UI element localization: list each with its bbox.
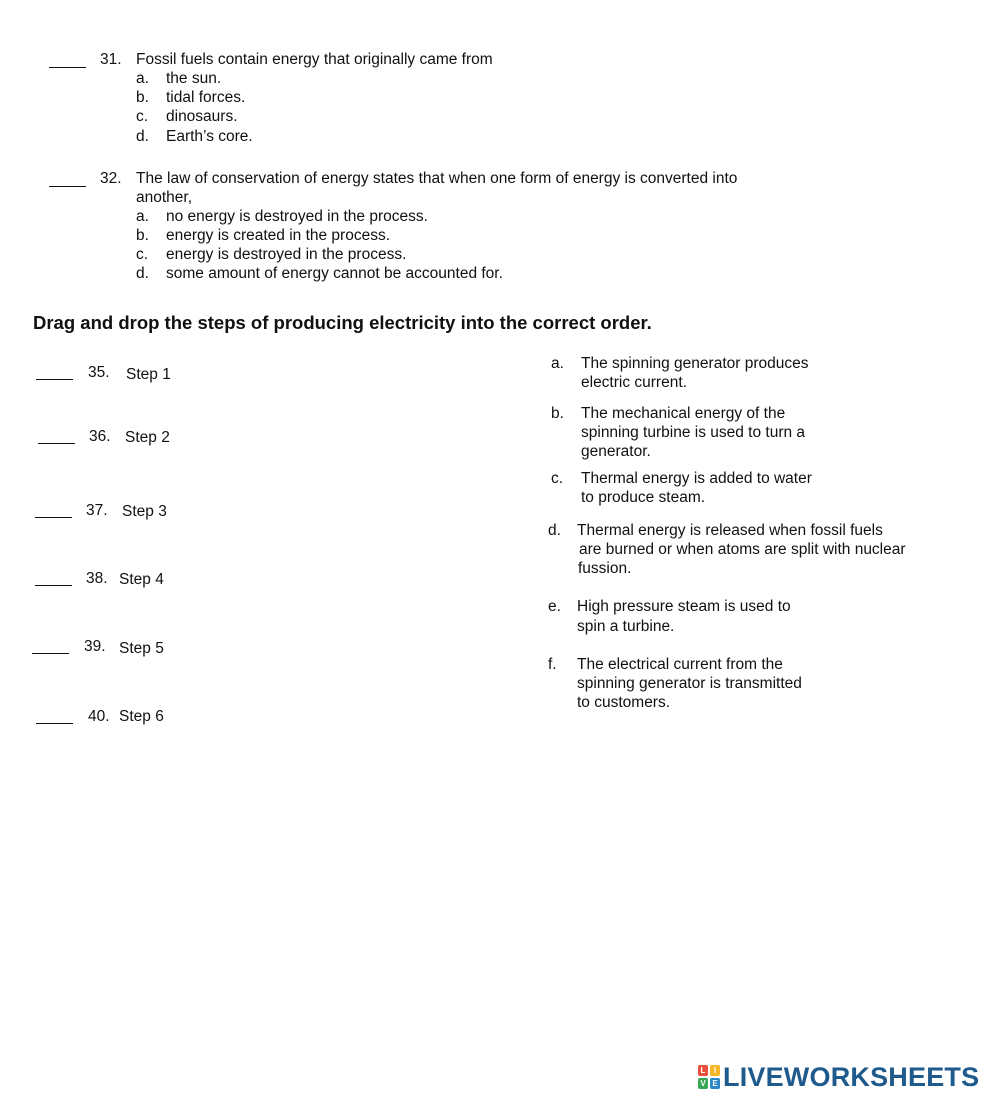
step-label: Step 2 (125, 429, 170, 446)
option-letter: b. (136, 227, 149, 244)
question-stem: Fossil fuels contain energy that originally came from (136, 51, 493, 68)
option-text: energy is destroyed in the process. (166, 246, 407, 263)
step-number: 37. (86, 502, 108, 519)
step-number: 39. (84, 638, 106, 655)
choice-letter: e. (548, 598, 561, 615)
step-label: Step 1 (126, 366, 171, 383)
choice-text: spinning turbine is used to turn a (581, 424, 806, 441)
choice-text: High pressure steam is used to (577, 598, 791, 615)
logo-tile-i: I (710, 1065, 720, 1076)
choice-letter: b. (551, 405, 564, 422)
logo-text: LIVEWORKSHEETS (723, 1061, 980, 1092)
option-text: Earth’s core. (166, 128, 253, 145)
drop-blank-40[interactable] (36, 723, 73, 724)
option-text: tidal forces. (166, 89, 246, 106)
logo-tile-l: L (698, 1065, 708, 1076)
choice-text: electric current. (581, 374, 687, 391)
step-label: Step 3 (122, 503, 167, 520)
liveworksheets-logo (698, 1062, 979, 1092)
logo-tile-v: V (698, 1078, 708, 1089)
question-number: 32. (100, 170, 122, 187)
drop-blank-39[interactable] (32, 653, 69, 654)
drop-blank-38[interactable] (35, 585, 72, 586)
option-text: dinosaurs. (166, 108, 238, 125)
option-letter: b. (136, 89, 149, 106)
option-letter: a. (136, 208, 149, 225)
step-label: Step 6 (119, 708, 164, 725)
choice-text: spinning generator is transmitted (577, 675, 802, 692)
choice-letter: d. (548, 522, 561, 539)
step-label: Step 4 (119, 571, 164, 588)
choice-text: fussion. (578, 560, 632, 577)
choice-text: to customers. (577, 694, 671, 711)
option-text: no energy is destroyed in the process. (166, 208, 428, 225)
choice-text: generator. (581, 443, 651, 460)
option-text: some amount of energy cannot be accounted for. (166, 265, 503, 282)
option-letter: c. (136, 246, 149, 263)
choice-text: to produce steam. (581, 489, 706, 506)
step-label: Step 5 (119, 640, 164, 657)
drop-blank-35[interactable] (36, 379, 73, 380)
choice-text: Thermal energy is added to water (581, 470, 812, 487)
option-text: energy is created in the process. (166, 227, 391, 244)
choice-letter: c. (551, 470, 564, 487)
drop-blank-36[interactable] (38, 443, 75, 444)
drop-blank-37[interactable] (35, 517, 72, 518)
choice-letter: a. (551, 355, 564, 372)
answer-blank-32[interactable] (49, 186, 86, 187)
question-number: 31. (100, 51, 122, 68)
choice-text: are burned or when atoms are split with nuclear (579, 541, 906, 558)
option-letter: a. (136, 70, 149, 87)
choice-text: The mechanical energy of the (581, 405, 786, 422)
option-letter: d. (136, 265, 149, 282)
step-number: 40. (88, 708, 110, 725)
choice-text: Thermal energy is released when fossil fuels (577, 522, 883, 539)
liveworksheets-logo-icon (698, 1065, 720, 1089)
option-text: the sun. (166, 70, 222, 87)
question-stem: The law of conservation of energy states that when one form of energy is converted into (136, 170, 738, 187)
answer-blank-31[interactable] (49, 67, 86, 68)
choice-letter: f. (548, 656, 557, 673)
step-number: 35. (88, 364, 110, 381)
choice-text: The spinning generator produces (581, 355, 809, 372)
step-number: 38. (86, 570, 108, 587)
section-heading: Drag and drop the steps of producing electricity into the correct order. (33, 312, 652, 333)
choice-text: The electrical current from the (577, 656, 783, 673)
choice-text: spin a turbine. (577, 618, 675, 635)
logo-tile-e: E (710, 1078, 720, 1089)
option-letter: d. (136, 128, 149, 145)
question-stem-continued: another, (136, 189, 193, 206)
step-number: 36. (89, 428, 111, 445)
option-letter: c. (136, 108, 149, 125)
